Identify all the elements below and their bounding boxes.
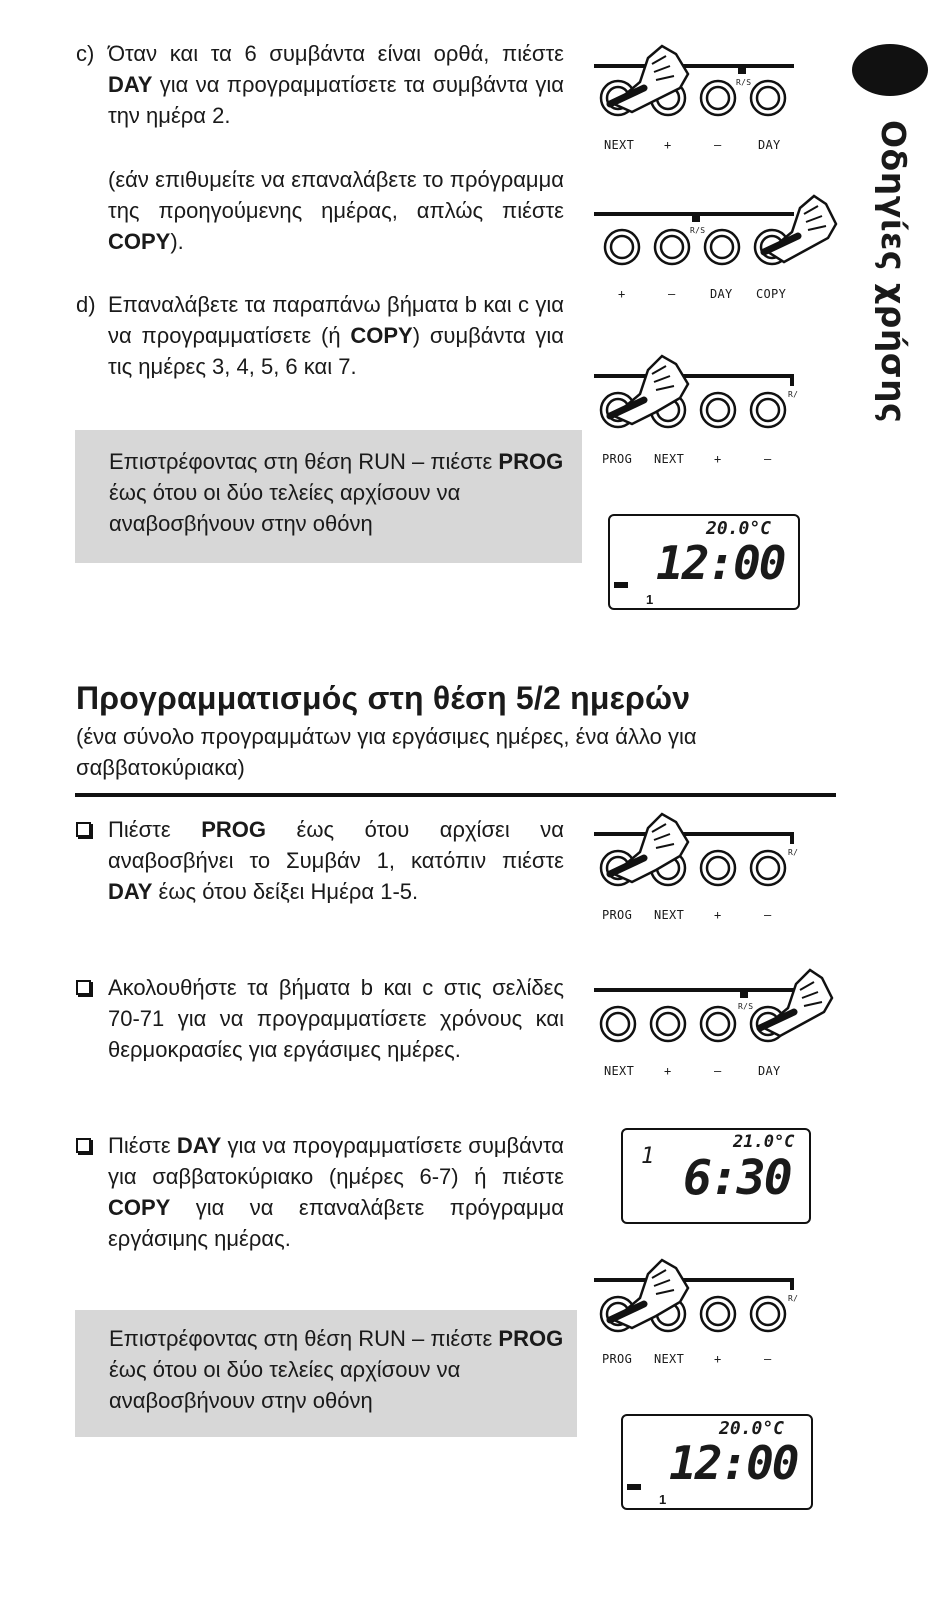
note-text-bottom: Επιστρέφοντας στη θέση RUN – πιέστε PROG έως ότου οι δύο τελείες αρχίσουν να αναβοσβήνουν στην οθόνη <box>109 1326 564 1413</box>
button-label: – <box>668 287 676 301</box>
button-label: + <box>714 908 722 922</box>
bullet-item-1 <box>76 814 564 907</box>
button-label: NEXT <box>654 1352 685 1366</box>
lcd-time: 12:00 <box>656 536 785 590</box>
step-c-paragraph-1: Όταν και τα 6 συμβάντα είναι ορθά, πιέστε DAY για να προγραμματίσετε τα συμβάντα για την ημέρα 2. <box>108 41 564 128</box>
button-label: – <box>764 1352 772 1366</box>
lcd-display-middle <box>621 1128 811 1224</box>
rs-mark: R/ <box>788 1294 799 1303</box>
button-label: PROG <box>602 1352 633 1366</box>
bullet-item-2 <box>76 972 564 1065</box>
button-label: – <box>764 908 772 922</box>
lcd-bar-indicator <box>627 1484 641 1490</box>
button-label: NEXT <box>604 1064 635 1078</box>
section-divider <box>75 793 836 797</box>
button-label: + <box>664 138 672 152</box>
pointing-hand-icon <box>610 1260 688 1328</box>
button-label: NEXT <box>654 452 685 466</box>
button-label: PROG <box>602 908 633 922</box>
button-label: NEXT <box>604 138 635 152</box>
button-label: DAY <box>710 287 733 301</box>
pointing-hand-icon <box>610 814 688 882</box>
side-tab-title: Οδηγίες χρήσης <box>874 120 913 424</box>
bullet-text-3: Πιέστε DAY για να προγραμματίσετε συμβάντα για σαββατοκύριακο (ημέρες 6-7) ή πιέστε COPY για να επαναλάβετε πρόγραμμα εργάσιμης ημέρας. <box>108 1133 564 1251</box>
lcd-display-bottom <box>621 1414 813 1510</box>
button-panel-1 <box>592 40 832 160</box>
note-box-bottom <box>75 1310 577 1437</box>
checkbox-bullet-icon <box>76 980 91 995</box>
button-label: COPY <box>756 287 787 301</box>
button-panel-5 <box>592 962 842 1084</box>
button-label: – <box>764 452 772 466</box>
button-label: – <box>714 1064 722 1078</box>
section-title: Προγραμματισμός στη θέση 5/2 ημερών <box>76 680 691 716</box>
lcd-bar-indicator <box>614 582 628 588</box>
lcd-day: 1 <box>646 592 654 607</box>
checkbox-bullet-icon <box>76 822 91 837</box>
step-c-paragraph-2: (εάν επιθυμείτε να επαναλάβετε το πρόγραμμα της προηγούμενης ημέρας, απλώς πιέστε COPY). <box>108 167 564 254</box>
button-panel-2 <box>592 192 842 308</box>
lcd-day: 1 <box>659 1492 667 1507</box>
rs-mark: R/S <box>738 1002 754 1011</box>
rs-mark: R/ <box>788 848 799 857</box>
note-box-top <box>75 430 582 563</box>
bullet-item-3 <box>76 1130 564 1254</box>
lcd-temperature: 20.0°C <box>719 1418 785 1439</box>
button-label: PROG <box>602 452 633 466</box>
side-tab-marker <box>852 44 928 96</box>
button-label: + <box>714 1352 722 1366</box>
pointing-hand-icon <box>610 356 688 424</box>
step-d-paragraph: Επαναλάβετε τα παραπάνω βήματα b και c για να προγραμματίσετε (ή COPY) συμβάντα για τις ημέρες 3, 4, 5, 6 και 7. <box>108 292 564 379</box>
lcd-event: 1 <box>641 1144 655 1169</box>
rs-mark: R/S <box>736 78 752 87</box>
rs-mark: R/S <box>690 226 706 235</box>
checkbox-bullet-icon <box>76 1138 91 1153</box>
button-label: DAY <box>758 138 781 152</box>
lcd-time: 12:00 <box>669 1436 798 1490</box>
lcd-temperature: 21.0°C <box>733 1132 795 1152</box>
pointing-hand-icon <box>610 46 688 112</box>
step-d-marker: d) <box>76 292 96 317</box>
bullet-text-2: Ακολουθήστε τα βήματα b και c στις σελίδες 70-71 για να προγραμματίσετε χρόνους και θερμοκρασίες για εργάσιμες ημέρες. <box>108 975 564 1062</box>
step-c-marker: c) <box>76 41 95 66</box>
button-panel-3 <box>592 352 832 470</box>
button-label: + <box>618 287 626 301</box>
button-panel-6 <box>592 1252 832 1372</box>
bullet-text-1: Πιέστε PROG έως ότου αρχίσει να αναβοσβήνει το Συμβάν 1, κατόπιν πιέστε DAY έως ότου δείξει Ημέρα 1-5. <box>108 817 564 904</box>
lcd-display-top <box>608 514 800 610</box>
note-text-top: Επιστρέφοντας στη θέση RUN – πιέστε PROG έως ότου οι δύο τελείες αρχίσουν να αναβοσβήνουν στην οθόνη <box>109 449 564 536</box>
lcd-temperature: 20.0°C <box>706 518 772 539</box>
button-label: NEXT <box>654 908 685 922</box>
pointing-hand-icon <box>760 970 832 1036</box>
button-label: + <box>714 452 722 466</box>
lcd-time: 6:30 <box>683 1150 791 1206</box>
rs-mark: R/ <box>788 390 799 399</box>
button-panel-4 <box>592 808 832 926</box>
button-label: DAY <box>758 1064 781 1078</box>
section-subtitle: (ένα σύνολο προγραμμάτων για εργάσιμες ημέρες, ένα άλλο για σαββατοκύριακα) <box>76 724 697 780</box>
button-label: – <box>714 138 722 152</box>
button-label: + <box>664 1064 672 1078</box>
